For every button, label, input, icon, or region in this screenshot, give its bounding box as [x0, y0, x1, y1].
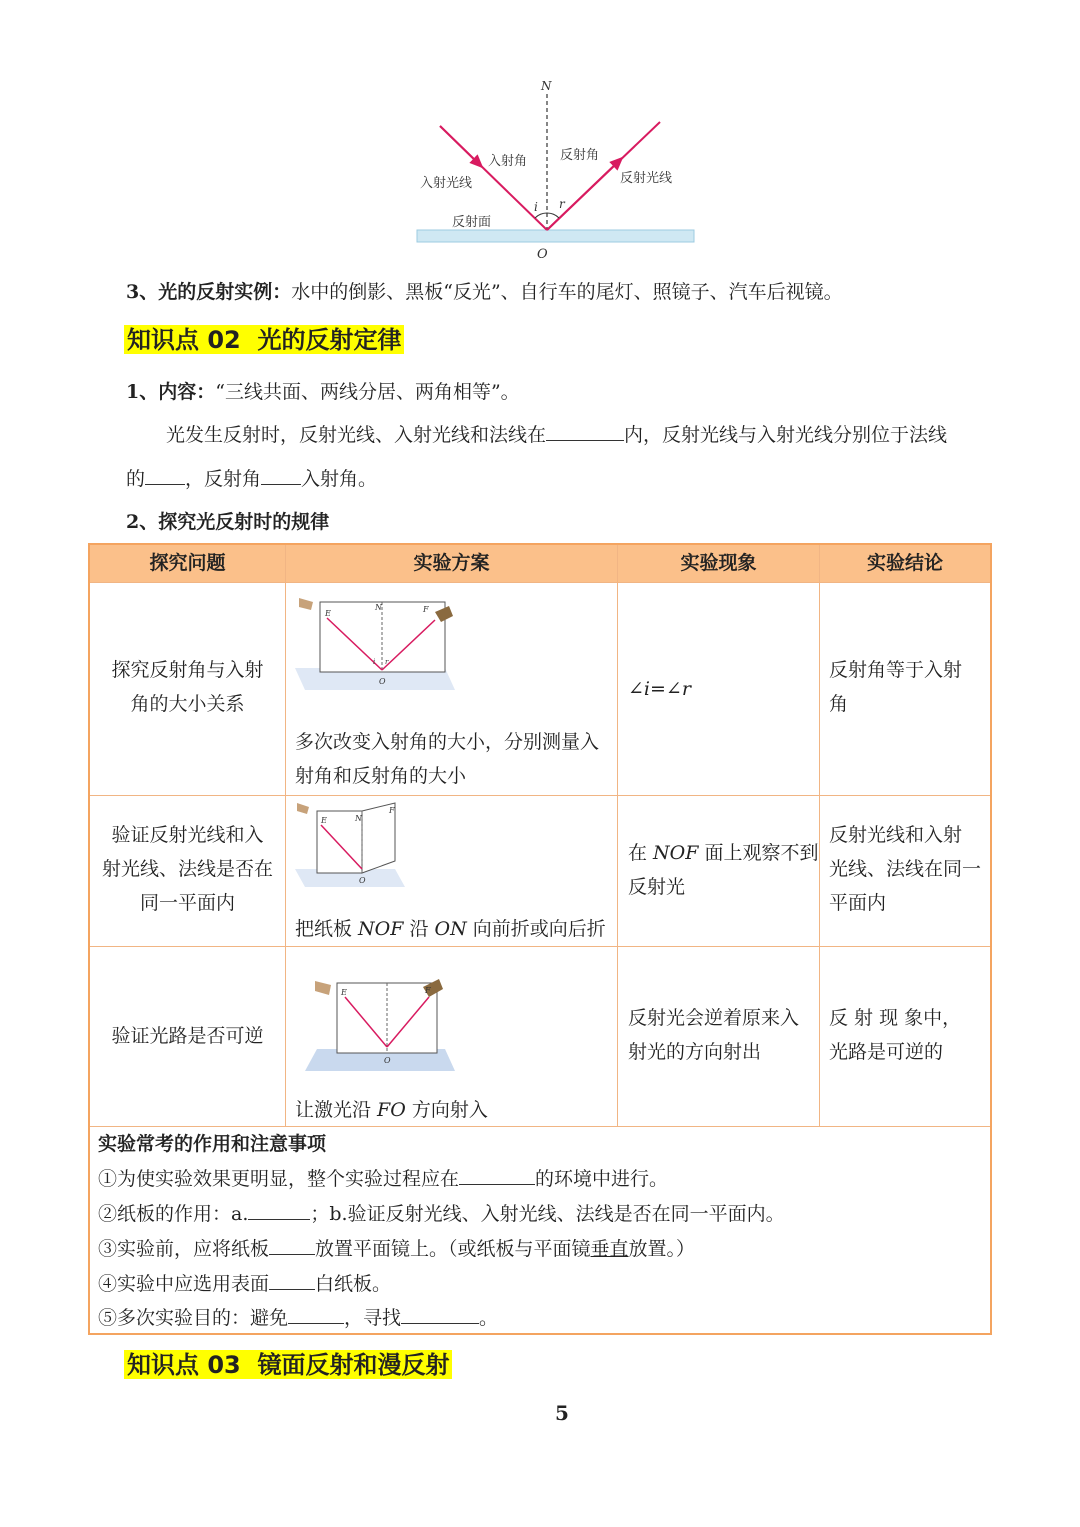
surface-label: 反射面: [452, 215, 492, 230]
col-divider-2: [617, 545, 618, 1126]
note-5a: ⑤多次实验目的：避免: [98, 1307, 289, 1329]
row3-phenomenon-l2: 射光的方向射出: [628, 1041, 762, 1063]
row1-label-n: N: [375, 603, 382, 612]
row2-conclusion-l2: 光线、法线在同一: [829, 858, 982, 880]
row2-phenomenon-l2: 反射光: [628, 876, 686, 898]
row3-photo: [305, 965, 455, 1075]
law-text-2a: 的: [126, 468, 146, 490]
col-divider-1: [285, 545, 286, 1126]
note-4a: ④实验中应选用表面: [98, 1273, 270, 1295]
row1-conclusion-l2: 角: [829, 693, 849, 715]
note-2: [98, 1197, 785, 1231]
mirror-surface: [417, 230, 694, 242]
note-5b: ，寻找: [344, 1307, 402, 1329]
row1-plan-l2: 射角和反射角的大小: [295, 765, 467, 787]
r-label: r: [559, 197, 565, 211]
law-blank-2: [145, 466, 185, 485]
examples-text: 水中的倒影、黑板“反光”、自行车的尾灯、照镜子、汽车后视镜。: [291, 281, 843, 303]
row3-label-o: O: [384, 1056, 391, 1065]
row2-question-l3: 同一平面内: [139, 892, 235, 914]
row2-label-o: O: [359, 876, 366, 885]
reflection-diagram: [400, 70, 710, 270]
row2-question-l1: 验证反射光线和入: [111, 824, 264, 846]
law-text-2b: ，反射角: [185, 468, 262, 490]
row-divider-1: [90, 582, 990, 583]
incident-angle-label: 入射角: [488, 154, 528, 169]
reflect-ray-label: 反射光线: [620, 171, 673, 186]
note-2b: ；b.验证反射光线、入射光线、法线是否在同一平面内。: [310, 1203, 785, 1225]
row2-conclusion: [829, 818, 981, 920]
row2-label-n: N: [355, 814, 362, 823]
examples-label: 3、光的反射实例：: [126, 281, 292, 303]
reflection-diagram-svg: [400, 70, 710, 270]
row3-conclusion-l2: 光路是可逆的: [829, 1041, 944, 1063]
row3-hand-left: [315, 981, 331, 995]
section-03-title: 镜面反射和漫反射: [257, 1350, 450, 1379]
row2-photo: [295, 801, 415, 887]
note-3-blank: [269, 1236, 315, 1255]
row1-plan: [295, 725, 599, 793]
section-02-number: 02: [207, 326, 241, 354]
row2-plan-b: NOF: [358, 918, 404, 940]
row2-plan-c: 沿: [403, 918, 435, 940]
row2-phenomenon-a: 在: [628, 842, 654, 864]
note-3b: 放置平面镜上。（或纸板与平面镜: [315, 1238, 591, 1260]
row2-question: [90, 818, 285, 920]
section-03-heading: [124, 1348, 452, 1382]
row3-plan-b: FO: [377, 1099, 406, 1121]
row1-plan-l1: 多次改变入射角的大小，分别测量入: [295, 731, 600, 753]
row2-phenomenon-l1: [628, 836, 818, 870]
row1-label-i: i: [373, 658, 376, 666]
row2-plan-e: 向前折或向后折: [466, 918, 606, 940]
row2-hand: [297, 803, 309, 814]
section-02-heading: [124, 323, 404, 357]
row1-hand-left: [299, 598, 313, 610]
row1-photo-svg: [295, 590, 455, 690]
incident-arrow: [440, 126, 482, 167]
experiment-table: [88, 543, 992, 1335]
row3-label-f: F: [425, 986, 431, 995]
row2-label-e: E: [321, 816, 327, 825]
note-5c: 。: [479, 1307, 499, 1329]
row2-plan: [295, 912, 606, 946]
note-1a: ①为使实验效果更明显，整个实验过程应在: [98, 1168, 460, 1190]
row1-label-o: O: [379, 677, 386, 686]
section-03-prefix: 知识点: [127, 1350, 199, 1379]
note-4b: 白纸板。: [315, 1273, 392, 1295]
section-02-prefix: 知识点: [127, 325, 199, 354]
row2-plan-d: ON: [434, 918, 467, 940]
row1-label-f: F: [423, 605, 429, 614]
note-4: [98, 1267, 391, 1301]
row3-label-e: E: [341, 988, 347, 997]
note-5-blank-2: [401, 1305, 479, 1324]
note-4-blank: [269, 1271, 315, 1290]
row1-question-l1: 探究反射角与入射: [111, 659, 264, 681]
content-summary: “三线共面、两线分居、两角相等”。: [215, 381, 520, 403]
law-line-1: [166, 422, 947, 447]
row2-phenomenon-b: NOF: [653, 842, 699, 864]
section-02-title: 光的反射定律: [257, 325, 402, 354]
row2-conclusion-l3: 平面内: [829, 892, 887, 914]
row3-phenomenon-l1: 反射光会逆着原来入: [628, 1007, 800, 1029]
row2-phenomenon-c: 面上观察不到: [698, 842, 819, 864]
note-3-underlined: 垂直: [590, 1238, 629, 1260]
note-2-blank: [248, 1201, 310, 1220]
note-1: [98, 1162, 668, 1196]
row1-label-r: r: [385, 658, 389, 666]
row3-plan: [295, 1093, 488, 1127]
law-blank-3: [261, 466, 301, 485]
table-header-plan: 实验方案: [286, 545, 617, 582]
row3-photo-svg: [305, 965, 455, 1075]
origin-label: O: [537, 247, 548, 262]
row1-conclusion-l1: 反射角等于入射: [829, 659, 963, 681]
note-3c: 放置。）: [628, 1238, 696, 1260]
content-line: [126, 380, 520, 404]
page-number: 5: [555, 1401, 569, 1425]
row2-label-f: F: [389, 806, 395, 815]
row1-question: [90, 653, 285, 721]
note-2a: ②纸板的作用：a.: [98, 1203, 249, 1225]
section-03-number: 03: [207, 1351, 241, 1379]
row2-conclusion-l1: 反射光线和入射: [829, 824, 963, 846]
note-5: [98, 1301, 498, 1335]
row-divider-3: [90, 946, 990, 947]
row1-conclusion: [829, 653, 962, 721]
law-blank-1: [546, 422, 624, 441]
section-03-highlight: [124, 1350, 452, 1379]
row3-conclusion: [829, 1001, 961, 1069]
row3-question: 验证光路是否可逆: [111, 1025, 264, 1047]
row2-phenomenon: [628, 836, 818, 904]
i-label: i: [534, 200, 538, 214]
note-1-blank: [459, 1166, 535, 1185]
law-text-1a: 光发生反射时，反射光线、入射光线和法线在: [166, 424, 547, 446]
explore-heading: 2、探究光反射时的规律: [126, 511, 330, 533]
row2-photo-svg: [295, 801, 415, 887]
table-header-question: 探究问题: [90, 545, 285, 582]
table-header-conclusion: 实验结论: [820, 545, 990, 582]
note-5-blank-1: [288, 1305, 344, 1324]
row3-plan-a: 让激光沿: [295, 1099, 378, 1121]
law-text-1b: 内，反射光线与入射光线分别位于法线: [624, 424, 948, 446]
table-header-phenomenon: 实验现象: [618, 545, 819, 582]
reflect-angle-label: 反射角: [560, 148, 600, 163]
law-line-2: [126, 466, 377, 491]
normal-label: N: [541, 79, 552, 93]
note-1b: 的环境中进行。: [535, 1168, 669, 1190]
row-divider-2: [90, 795, 990, 796]
row1-label-e: E: [325, 609, 331, 618]
law-text-2c: 入射角。: [301, 468, 378, 490]
row3-phenomenon: [628, 1001, 799, 1069]
content-label: 1、内容：: [126, 381, 216, 403]
row3-conclusion-l1: 反 射 现 象中，: [829, 1007, 962, 1029]
row3-plan-c: 方向射入: [405, 1099, 488, 1121]
examples-line: [126, 280, 843, 304]
section-02-highlight: [124, 325, 404, 354]
row2-question-l2: 射光线、法线是否在: [101, 858, 273, 880]
incident-ray-label: 入射光线: [420, 176, 473, 191]
row2-plan-a: 把纸板: [295, 918, 359, 940]
reflected-arrow: [547, 158, 622, 230]
row1-photo: [295, 590, 455, 690]
notes-title: 实验常考的作用和注意事项: [98, 1133, 327, 1155]
note-3a: ③实验前，应将纸板: [98, 1238, 270, 1260]
row1-question-l2: 角的大小关系: [130, 693, 245, 715]
note-3: [98, 1232, 695, 1266]
col-divider-3: [819, 545, 820, 1126]
row1-phenomenon: ∠i=∠r: [628, 678, 691, 700]
